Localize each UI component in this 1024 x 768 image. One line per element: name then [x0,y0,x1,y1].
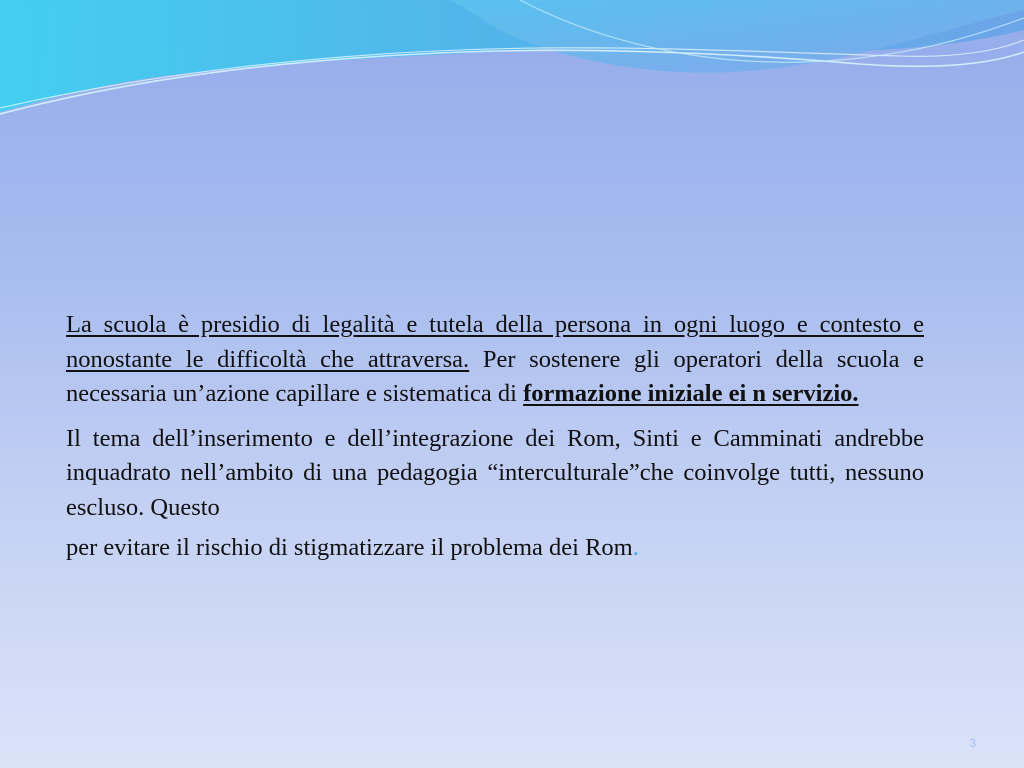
trailing-mark: . [632,534,639,561]
support-statement: Per sostenere gli operatori della scuola e necessaria un’azione capillare e sistematica di [66,345,925,407]
training-emphasis: formazione iniziale ei n servizio. [523,380,859,407]
underlined-statement: La scuola è presidio di legalità e tutela della persona in ogni luogo e contesto e nonostante le difficoltà che attraversa. [66,311,924,373]
paragraph-integration [66,422,924,566]
integration-text: Il tema dell’inserimento e dell’integrazione dei Rom, Sinti e Camminati andrebbe inquadrato nell’ambito di una pedagogia “interculturale”che coinvolge tutti, nessuno escluso. Questo [66,424,924,521]
integration-last-line-text: per evitare il rischio di stigmatizzare il problema dei Rom [66,534,633,561]
integration-last-line [66,531,924,566]
decorative-wave-header [0,0,1024,130]
slide-body [66,308,924,566]
paragraph-school-legality [66,308,924,412]
page-number: 3 [969,736,976,750]
